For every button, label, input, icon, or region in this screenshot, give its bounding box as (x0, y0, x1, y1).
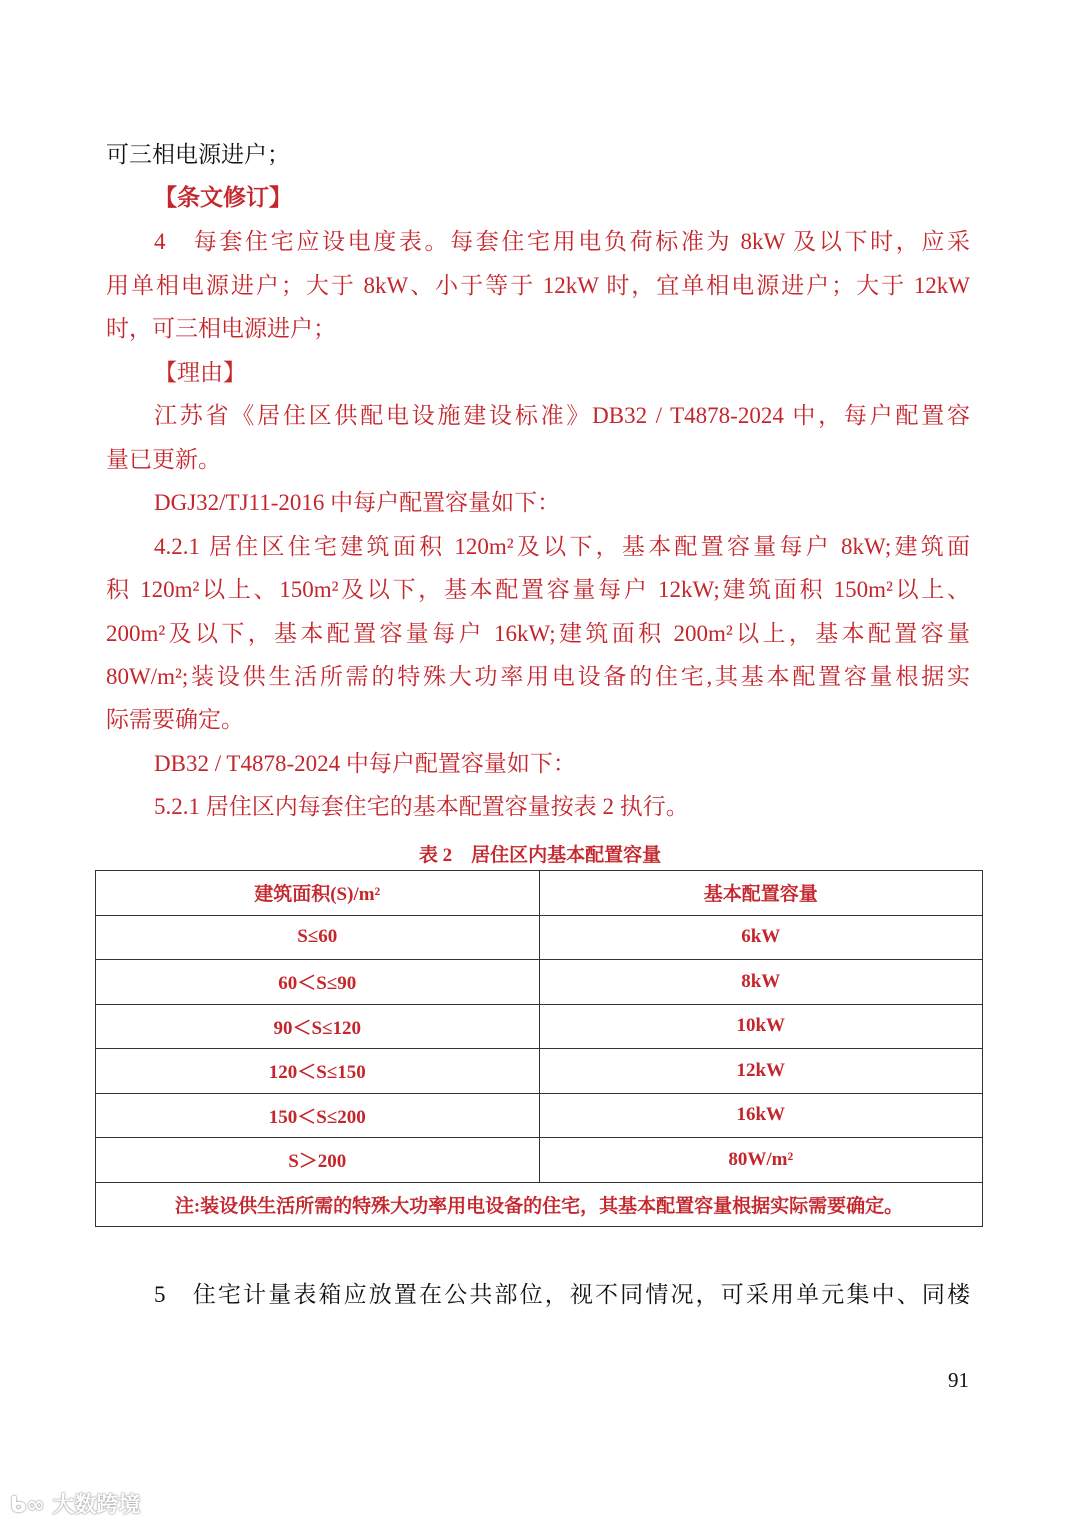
table-row (96, 1049, 983, 1094)
area-cell: 60＜S≤90 (96, 960, 540, 1005)
clause-4-2-1-line: 积 120m²以上、150m²及以下，基本配置容量每户 12kW;建筑面积 150m²以上、 (106, 577, 970, 602)
new-standard-intro: DB32 / T4878-2024 中每户配置容量如下： (154, 751, 576, 776)
area-cell: 150＜S≤200 (96, 1093, 540, 1138)
table-caption: 表 2 居住区内基本配置容量 (418, 845, 662, 866)
table-row (96, 1093, 983, 1138)
capacity-cell: 10kW (539, 1004, 983, 1049)
revision-heading: 【条文修订】 (154, 185, 292, 210)
table-note-row (96, 1182, 983, 1227)
table-row (96, 960, 983, 1005)
clause-4-2-1-line: 际需要确定。 (106, 707, 244, 732)
capacity-cell: 12kW (539, 1049, 983, 1094)
area-cell: 120＜S≤150 (96, 1049, 540, 1094)
clause-5-line: 5 住宅计量表箱应放置在公共部位，视不同情况，可采用单元集中、同楼 (154, 1282, 970, 1307)
revision-text-line: 时，可三相电源进户； (106, 316, 336, 341)
revision-text-line: 用单相电源进户；大于 8kW、小于等于 12kW 时，宜单相电源进户；大于 12kW (106, 273, 970, 298)
capacity-table (95, 870, 983, 1227)
capacity-cell: 16kW (539, 1093, 983, 1138)
capacity-cell: 8kW (539, 960, 983, 1005)
watermark-text: 大数跨境 (52, 1493, 141, 1518)
header-area: 建筑面积(S)/m² (96, 871, 540, 916)
clause-5-2-1: 5.2.1 居住区内每套住宅的基本配置容量按表 2 执行。 (154, 794, 689, 819)
watermark-glyph-icon: ᑲ∞ (10, 1493, 53, 1518)
revision-text-line: 4 每套住宅应设电度表。每套住宅用电负荷标准为 8kW 及以下时，应采 (154, 229, 970, 254)
reason-heading: 【理由】 (154, 360, 246, 385)
clause-4-2-1-line: 80W/m²;装设供生活所需的特殊大功率用电设备的住宅,其基本配置容量根据实 (106, 664, 970, 689)
table-row (96, 1004, 983, 1049)
table-note: 注:装设供生活所需的特殊大功率用电设备的住宅，其基本配置容量根据实际需要确定。 (96, 1182, 983, 1227)
table-header-row (96, 871, 983, 916)
area-cell: 90＜S≤120 (96, 1004, 540, 1049)
table-row (96, 1138, 983, 1183)
capacity-cell: 80W/m² (539, 1138, 983, 1183)
page-number: 91 (948, 1368, 969, 1392)
capacity-cell: 6kW (539, 915, 983, 960)
continuation-line: 可三相电源进户； (106, 142, 290, 167)
reason-text-line: 量已更新。 (106, 447, 221, 472)
area-cell: S＞200 (96, 1138, 540, 1183)
area-cell: S≤60 (96, 915, 540, 960)
clause-4-2-1-line: 4.2.1 居住区住宅建筑面积 120m²及以下，基本配置容量每户 8kW;建筑面 (154, 534, 970, 559)
clause-4-2-1-line: 200m²及以下，基本配置容量每户 16kW;建筑面积 200m²以上，基本配置容量 (106, 621, 970, 646)
old-standard-intro: DGJ32/TJ11-2016 中每户配置容量如下： (154, 490, 561, 515)
header-capacity: 基本配置容量 (539, 871, 983, 916)
reason-text-line: 江苏省《居住区供配电设施建设标准》DB32 / T4878-2024 中，每户配置容 (154, 403, 970, 428)
table-row (96, 915, 983, 960)
watermark-logo (10, 1488, 140, 1519)
